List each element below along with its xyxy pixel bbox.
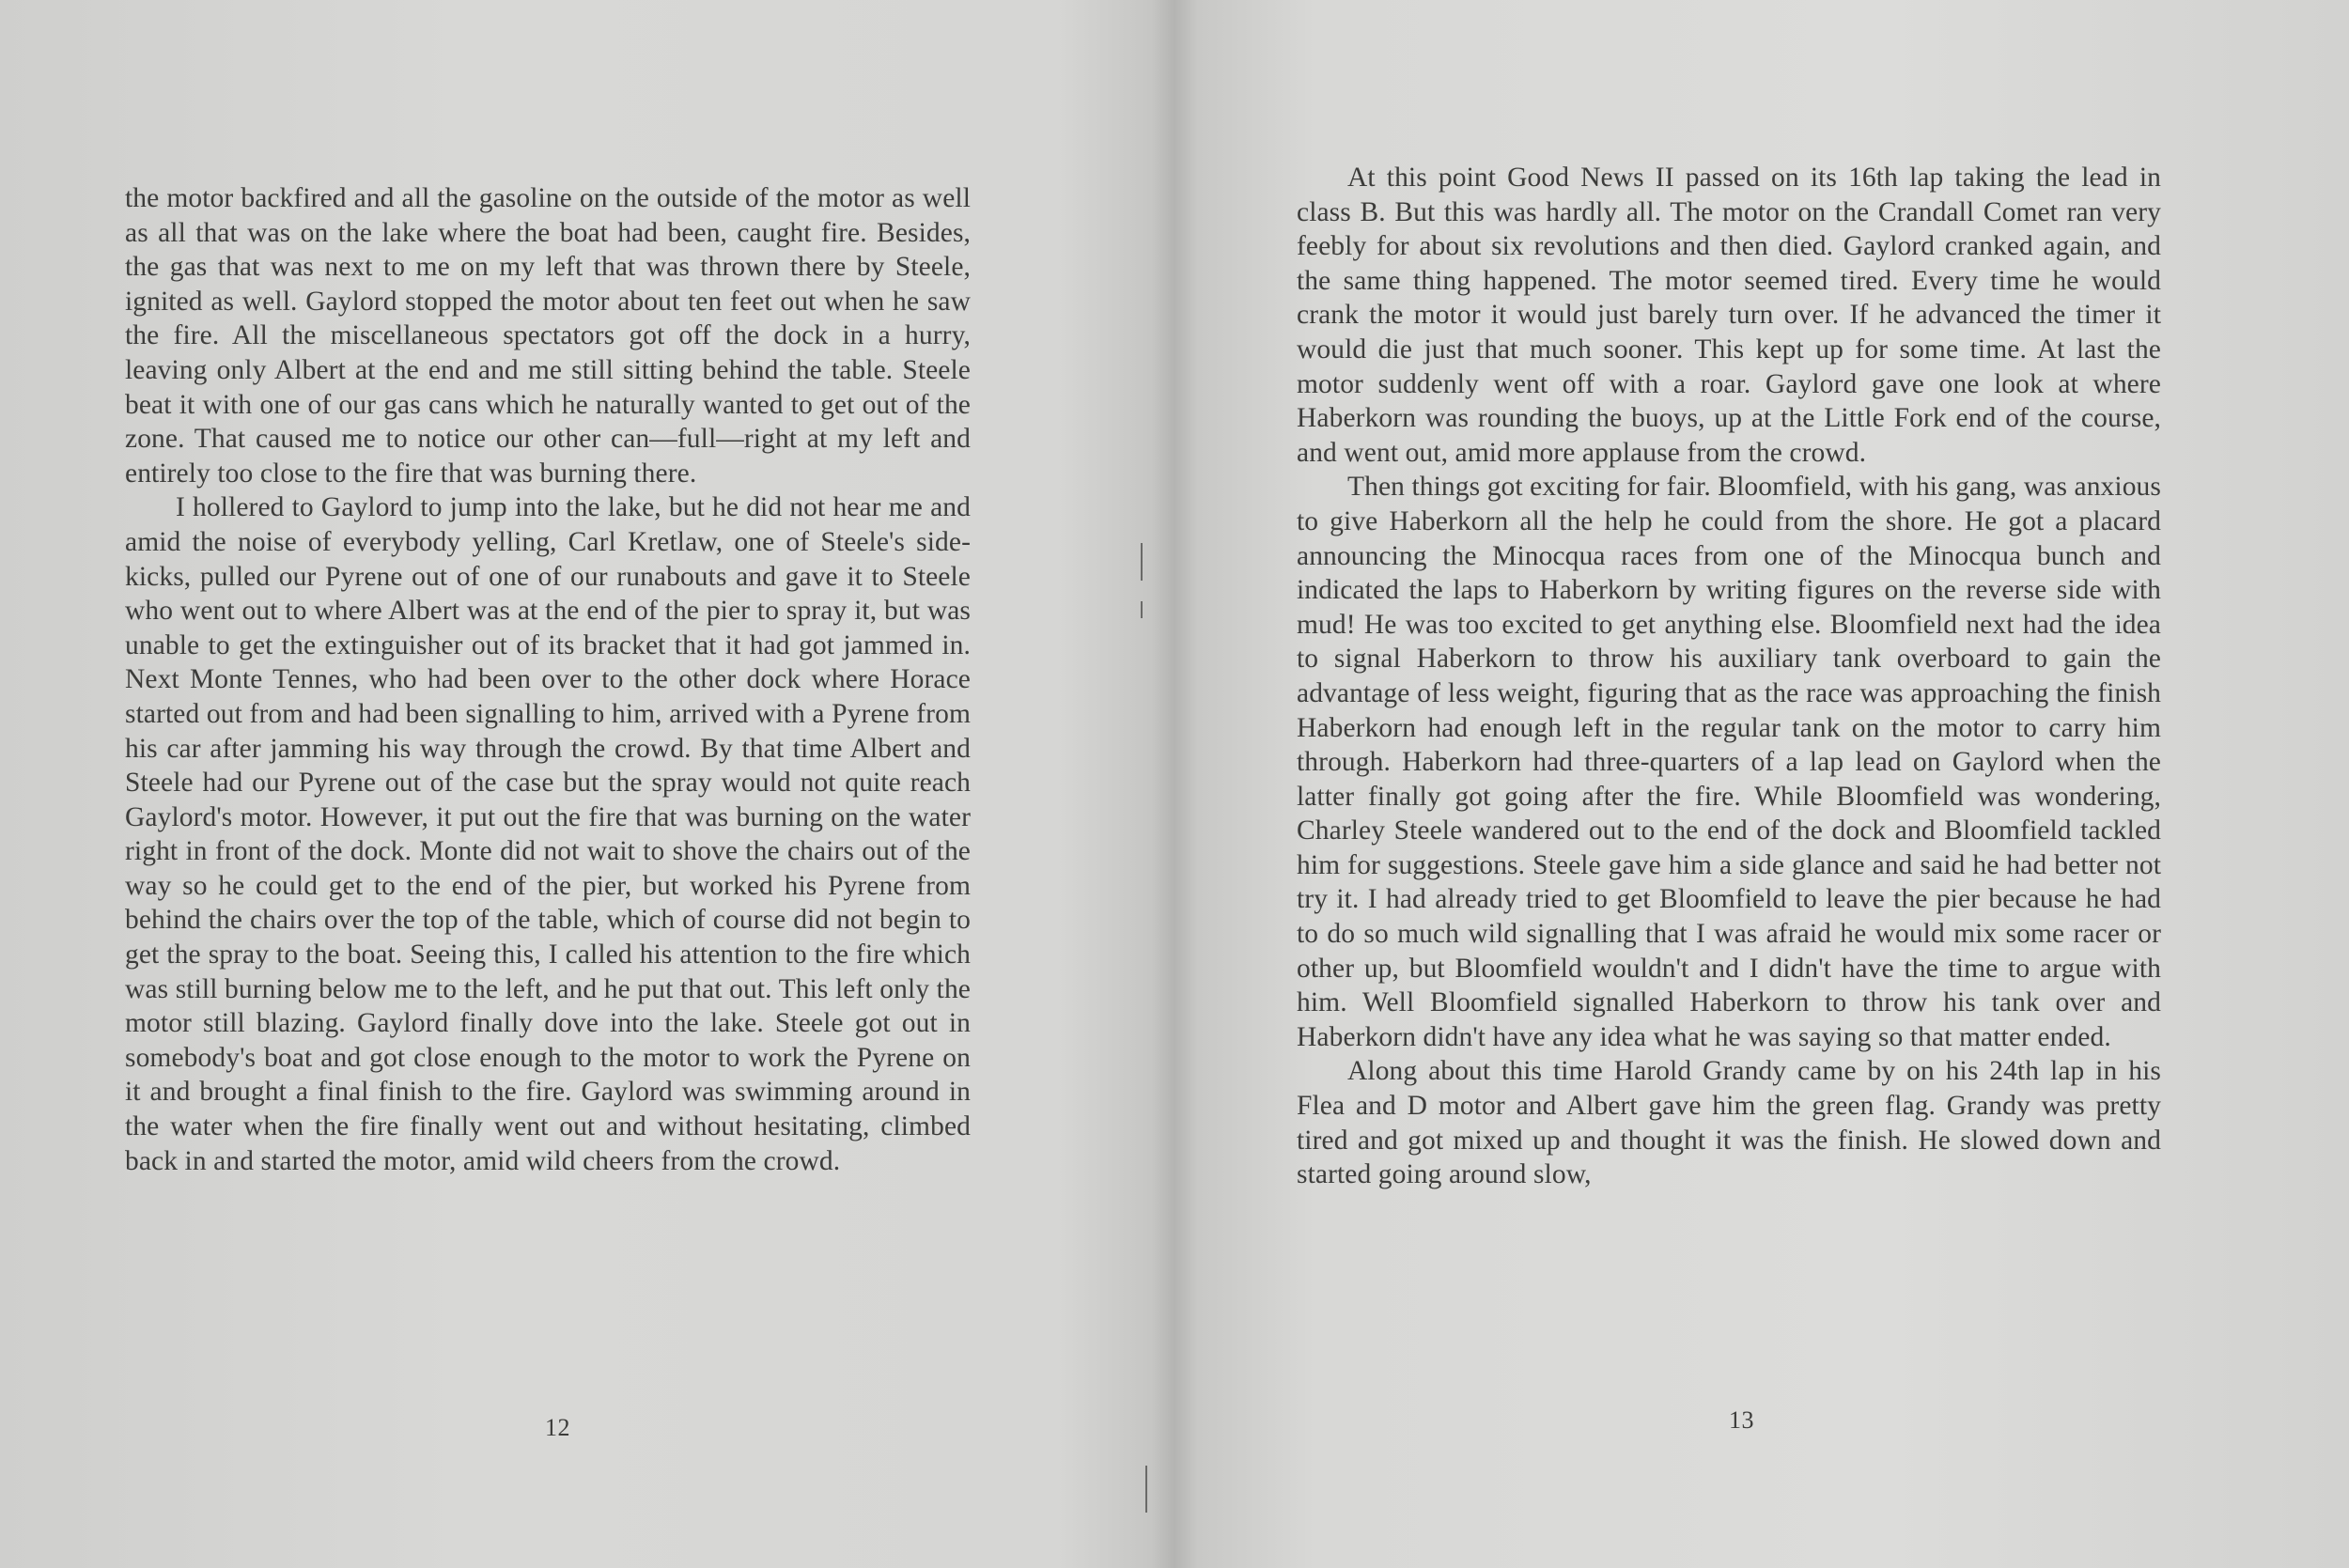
- left-paragraph-2: I hollered to Gaylord to jump into the lake, but he did not hear me and amid the noise of everybody yelling, Carl Kretlaw, one of Steele's side-kicks, pulled our Pyrene out of one of our runabouts and gave it to Steele who went out to where Albert was at the end of the pier to spray it, but was unable to get the extinguisher out of its bracket that it had got jammed in. Next Monte Tennes, who had been over to the other dock where Horace started out from and had been signalling to him, arrived with a Pyrene from his car after jamming his way through the crowd. By that time Albert and Steele had our Pyrene out of the case but the spray would not quite reach Gaylord's motor. However, it put out the fire that was burning on the water right in front of the dock. Monte did not wait to shove the chairs out of the way so he could get to the end of the pier, but worked his Pyrene from behind the chairs over the top of the table, which of course did not begin to get the spray to the boat. Seeing this, I called his attention to the fire which was still burning below me to the left, and he put that out. This left only the motor still blazing. Gaylord finally dove into the lake. Steele got out in somebody's boat and got close enough to the motor to work the Pyrene on it and brought a final finish to the fire. Gaylord was swimming around in the water when the fire finally went out and without hesitating, climbed back in and started the motor, amid wild cheers from the crowd.: [125, 492, 971, 1176]
- gutter-shadow-mark: [1145, 1466, 1147, 1513]
- left-page-number: 12: [545, 1414, 570, 1441]
- right-paragraph-2: Then things got exciting for fair. Bloomfield, with his gang, was anxious to give Haberkorn all the help he could from the shore. He got a placard announcing the Minocqua races from one of the Minocqua bunch and indicated the laps to Haberkorn by writing figures on the reverse side with mud! He was too excited to get anything else. Bloomfield next had the idea to signal Haberkorn to throw his auxiliary tank overboard to gain the advantage of less weight, figuring that as the race was approaching the finish Haberkorn had enough left in the regular tank on the motor to carry him through. Haberkorn had three-quarters of a lap lead on Gaylord when the latter finally got going after the fire. While Bloomfield was wondering, Charley Steele wandered out to the end of the dock and Bloomfield tackled him for suggestions. Steele gave him a side glance and said he had better not try it. I had already tried to get Bloomfield to leave the pier because he had to do so much wild signalling that I was afraid he would mix some racer or other up, but Bloomfield wouldn't and I didn't have the time to argue with him. Well Bloomfield signalled Haberkorn to throw his tank over and Haberkorn didn't have any idea what he was saying so that matter ended.: [1297, 472, 2161, 1052]
- right-paragraph-3: Along about this time Harold Grandy came by on his 24th lap in his Flea and D motor and Albert gave him the green flag. Grandy was pretty tired and got mixed up and thought it was the finish. He slowed down and started going around slow,: [1297, 1056, 2161, 1190]
- left-page-body: [125, 181, 971, 1178]
- right-paragraph-1: At this point Good News II passed on its 16th lap taking the lead in class B. But this was hardly all. The motor on the Crandall Comet ran very feebly for about six revolutions and then died. Gaylord cranked again, and the same thing happened. The motor seemed tired. Every time he would crank the motor it would just barely turn over. If he advanced the timer it would die just that much sooner. This kept up for some time. At last the motor suddenly went off with a roar. Gaylord gave one look at where Haberkorn was rounding the buoys, up at the Little Fork end of the course, and went out, amid more applause from the crowd.: [1297, 163, 2161, 468]
- gutter-shadow-mark: [1141, 601, 1143, 618]
- gutter-shadow-mark: [1141, 543, 1143, 581]
- left-page: [0, 0, 1156, 1568]
- right-page-body: [1297, 161, 2161, 1192]
- left-paragraph-1: the motor backfired and all the gasoline on the outside of the motor as well as all that was on the lake where the boat had been, caught fire. Besides, the gas that was next to me on my left that was thrown there by Steele, ignited as well. Gaylord stopped the motor about ten feet out when he saw the fire. All the miscellaneous spectators got off the dock in a hurry, leaving only Albert at the end and me still sitting behind the table. Steele beat it with one of our gas cans which he naturally wanted to get out of the zone. That caused me to notice our other can—full—right at my left and entirely too close to the fire that was burning there.: [125, 183, 971, 489]
- right-page-number: 13: [1729, 1406, 1754, 1434]
- right-page: [1156, 0, 2349, 1568]
